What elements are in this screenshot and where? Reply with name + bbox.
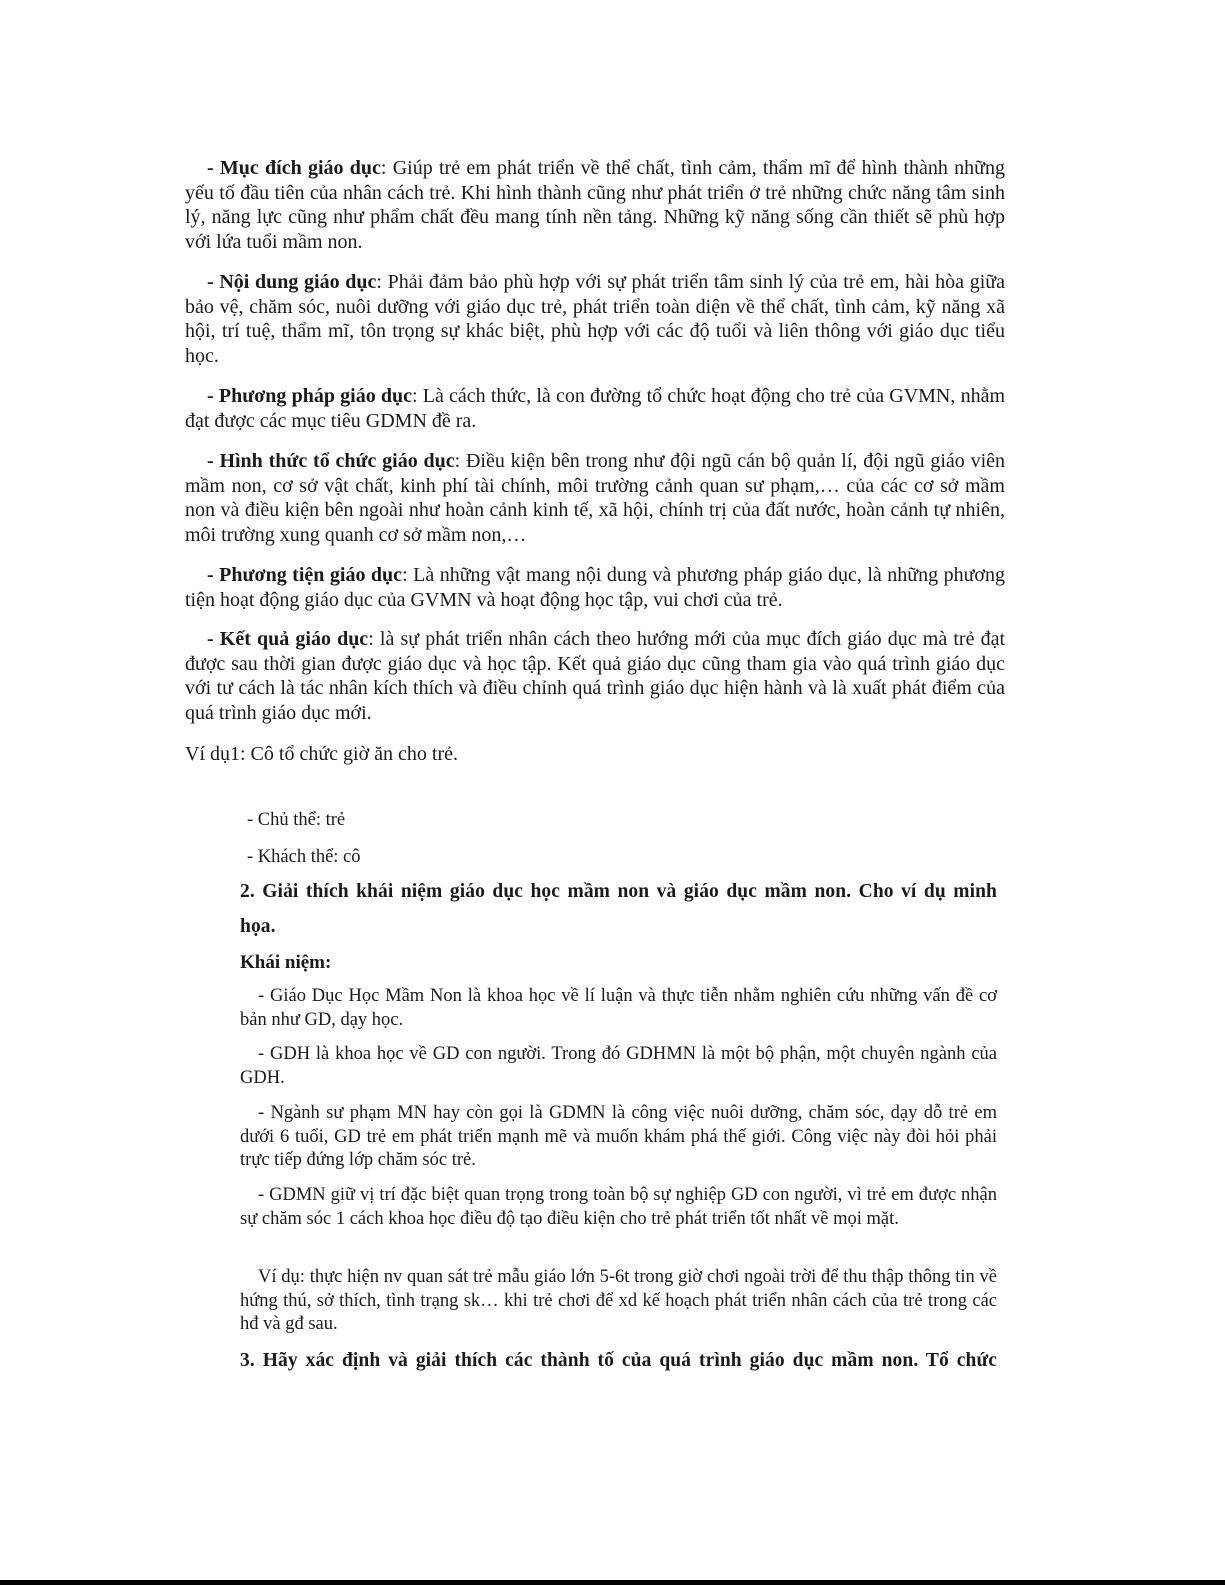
content-text: : Phải đảm bảo phù hợp với sự phát triển tâm sinh lý của trẻ em, hài hòa giữa bảo vệ, chăm sóc, nuôi dưỡng với giáo dục trẻ, phát triển toàn diện về thể chất, tình cảm, kỹ năng xã hội, trí tuệ, thẩm mĩ, tôn trọng sự khác biệt, phù hợp với các độ tuổi và liên thông với giáo dục tiểu học. xyxy=(185,271,1005,367)
method-text: : Là cách thức, là con đường tổ chức hoạt động cho trẻ của GVMN, nhằm đạt được các mục tiêu GDMN đề ra. xyxy=(185,385,1006,432)
form-term: - Hình thức tổ chức giáo dục xyxy=(207,450,455,472)
purpose-text: : Giúp trẻ em phát triển về thể chất, tình cảm, thẩm mĩ để hình thành những yếu tố đầu tiên của nhân cách trẻ. Khi hình thành cũng như phát triển ở trẻ những chức năng tâm sinh lý, năng lực cũng như phẩm chất đều mang tính nền tảng. Những kỹ năng sống cần thiết sẽ phù hợp với lứa tuổi mầm non. xyxy=(185,157,1005,253)
example-1: Ví dụ1: Cô tổ chức giờ ăn cho trẻ. xyxy=(185,743,459,765)
concept-item: - GDH là khoa học về GD con người. Trong đó GDHMN là một bộ phận, một chuyên ngành của GDH. xyxy=(240,1044,997,1088)
means-term: - Phương tiện giáo dục xyxy=(207,564,403,586)
question-2-heading: 2. Giải thích khái niệm giáo dục học mầm non và giáo dục mầm non. Cho ví dụ minh xyxy=(240,881,997,902)
purpose-paragraph xyxy=(185,156,1005,254)
concept-item: - Giáo Dục Học Mầm Non là khoa học về lí luận và thực tiễn nhằm nghiên cứu những vấn đề cơ bản như GD, dạy học. xyxy=(240,986,997,1030)
concept-item: - GDMN giữ vị trí đặc biệt quan trọng trong toàn bộ sự nghiệp GD con người, vì trẻ em được nhận sự chăm sóc 1 cách khoa học điều độ tạo điều kiện cho trẻ phát triển tốt nhất về mọi mặt. xyxy=(240,1185,997,1229)
object-line: - Khách thể: cô xyxy=(247,847,361,867)
form-paragraph xyxy=(185,449,1005,547)
result-text: : là sự phát triển nhân cách theo hướng mới của mục đích giáo dục mà trẻ đạt được sau thời gian được giáo dục và học tập. Kết quả giáo dục cũng tham gia vào quá trình giáo dục với tư cách là tác nhân kích thích và điều chỉnh quá trình giáo dục hiện hành và là xuất phát điểm của quá trình giáo dục mới. xyxy=(185,628,1006,724)
means-text: : Là những vật mang nội dung và phương pháp giáo dục, là những phương tiện hoạt động giáo dục của GVMN và hoạt động học tập, vui chơi của trẻ. xyxy=(185,564,1005,611)
content-paragraph xyxy=(185,270,1005,368)
method-term: - Phương pháp giáo dục xyxy=(207,385,413,407)
content-term: - Nội dung giáo dục xyxy=(207,271,377,293)
question-3-heading: 3. Hãy xác định và giải thích các thành tố của quá trình giáo dục mầm non. Tổ chức xyxy=(240,1350,997,1371)
example-2: Ví dụ: thực hiện nv quan sát trẻ mẫu giáo lớn 5-6t trong giờ chơi ngoài trời để thu thập thông tin về hứng thú, sở thích, tình trạng sk… khi trẻ chơi để xd kế hoạch phát triển nhân cách của trẻ trong các hđ và gđ sau. xyxy=(240,1267,997,1334)
page-bottom-border xyxy=(0,1580,1225,1585)
form-text: : Điều kiện bên trong như đội ngũ cán bộ quản lí, đội ngũ giáo viên mầm non, cơ sở vật chất, kinh phí tài chính, môi trường cảnh quan sư phạm,… của các cơ sở mầm non và điều kiện bên ngoài như hoàn cảnh kinh tế, xã hội, chính trị của đất nước, hoàn cảnh tự nhiên, môi trường xung quanh cơ sở mầm non,… xyxy=(185,450,1005,546)
concept-heading: Khái niệm: xyxy=(240,952,332,973)
question-2-heading-cont: họa. xyxy=(240,916,276,937)
means-paragraph xyxy=(185,563,1005,612)
result-term: - Kết quả giáo dục xyxy=(207,628,369,650)
concept-item: - Ngành sư phạm MN hay còn gọi là GDMN là công việc nuôi dưỡng, chăm sóc, dạy dỗ trẻ em dưới 6 tuổi, GD trẻ em phát triển mạnh mẽ và muốn khám phá thế giới. Công việc này đòi hỏi phải trực tiếp đứng lớp chăm sóc trẻ. xyxy=(240,1103,997,1170)
subject-line: - Chủ thể: trẻ xyxy=(247,810,346,830)
result-paragraph xyxy=(185,627,1005,725)
purpose-term: - Mục đích giáo dục xyxy=(207,157,381,179)
method-paragraph xyxy=(185,384,1005,433)
